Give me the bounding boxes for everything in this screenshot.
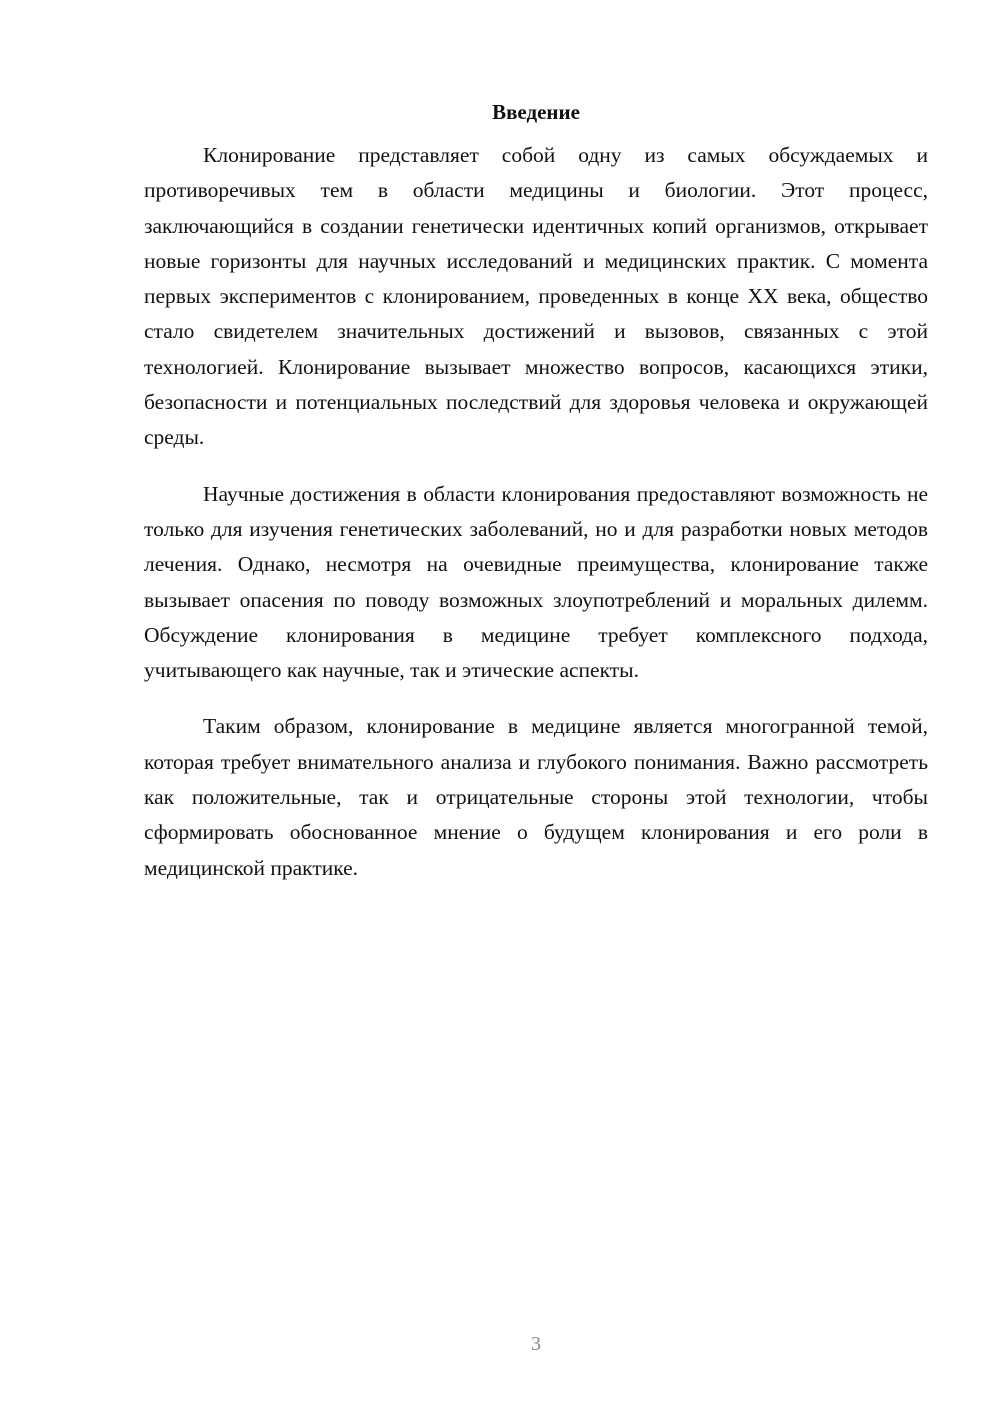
paragraph-3: Таким образом, клонирование в медицине является многогранной темой, которая требует внимательного анализа и глубокого понимания. Важно рассмотреть как положительные, так и отрицательные стороны этой технологии, чтобы сформировать обоснованное мнение о будущем клонирования и его роли в медицинской практике. <box>144 714 928 880</box>
paragraph-1: Клонирование представляет собой одну из самых обсуждаемых и противоречивых тем в области медицины и биологии. Этот процесс, заключающийся в создании генетически идентичных копий организмов, открывает новые горизонты для научных исследований и медицинских практик. С момента первых экспериментов с клонированием, проведенных в конце XX века, общество стало свидетелем значительных достижений и вызовов, связанных с этой технологией. Клонирование вызывает множество вопросов, касающихся этики, безопасности и потенциальных последствий для здоровья человека и окружающей среды. <box>144 143 928 450</box>
page-number: 3 <box>531 1333 541 1355</box>
page-content <box>144 96 928 907</box>
paragraph-2: Научные достижения в области клонирования предоставляют возможность не только для изучения генетических заболеваний, но и для разработки новых методов лечения. Однако, несмотря на очевидные преимущества, клонирование также вызывает опасения по поводу возможных злоупотреблений и моральных дилемм. Обсуждение клонирования в медицине требует комплексного подхода, учитывающего как научные, так и этические аспекты. <box>144 481 928 683</box>
section-heading: Введение <box>492 100 580 124</box>
